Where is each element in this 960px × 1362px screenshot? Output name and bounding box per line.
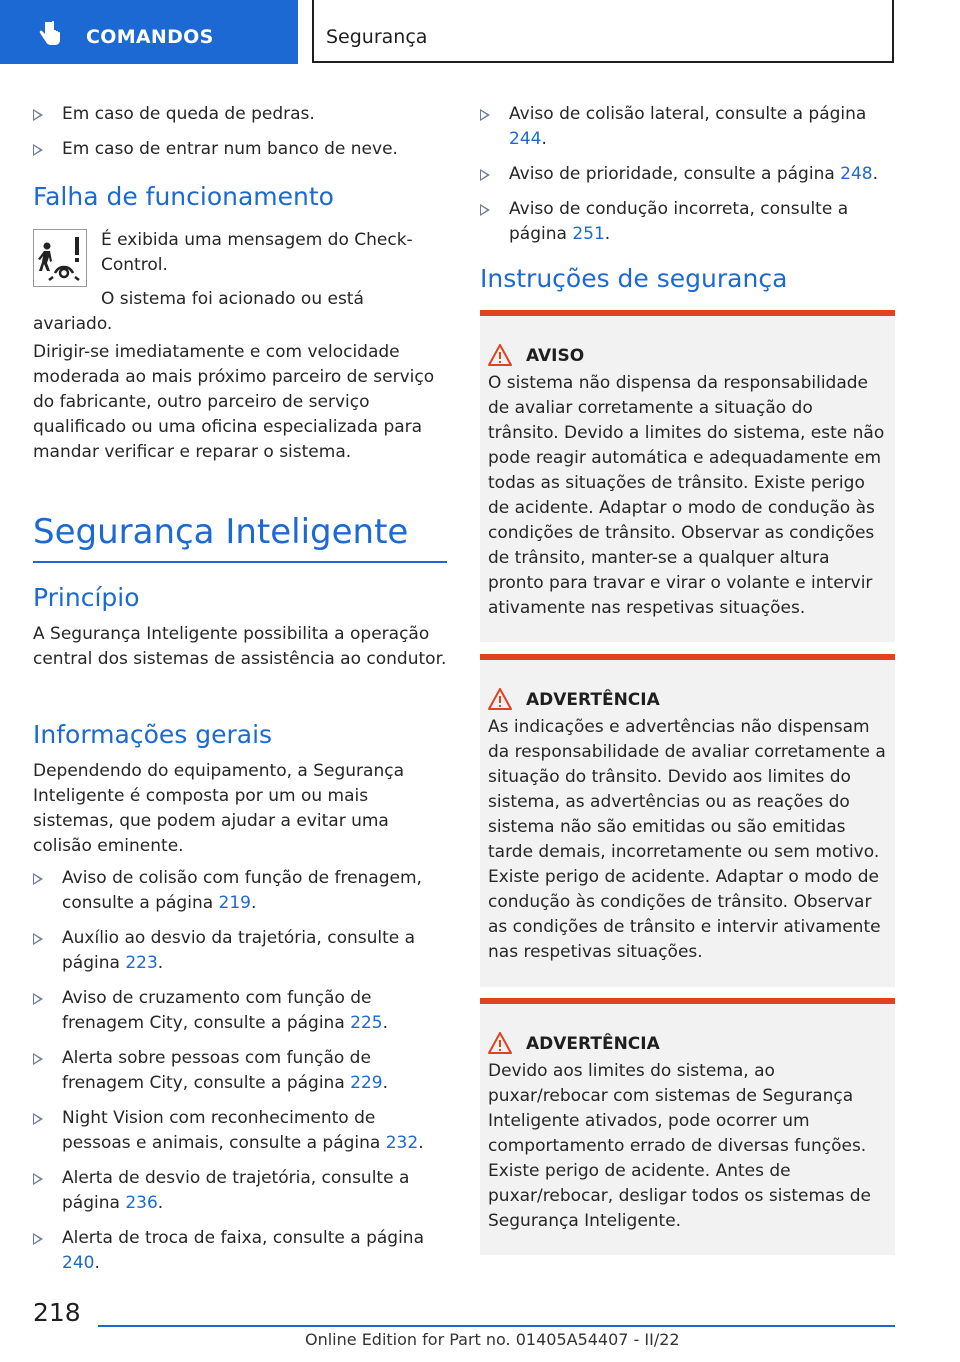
- warning-triangle-icon: [488, 1032, 512, 1054]
- page-link[interactable]: 244: [509, 129, 542, 149]
- page-link[interactable]: 248: [840, 164, 873, 184]
- hand-pointer-icon: [36, 20, 64, 48]
- triangle-bullet-icon: [33, 109, 43, 121]
- top-bullet-list: [33, 102, 447, 172]
- warning-title: AVISO: [526, 346, 585, 366]
- list-item: Aviso de prioridade, consulte a página 248.: [480, 162, 895, 187]
- general-info-heading: Informações gerais: [33, 720, 273, 749]
- page-link[interactable]: 232: [385, 1133, 419, 1153]
- page-link[interactable]: 240: [62, 1253, 95, 1273]
- list-item: Aviso de cruzamento com função de frenagem City, consulte a página 225.: [33, 986, 447, 1036]
- triangle-bullet-icon: [480, 109, 490, 121]
- malfunction-heading: Falha de funcionamento: [33, 182, 334, 211]
- list-item: Alerta de troca de faixa, consulte a página 240.: [33, 1226, 447, 1276]
- chapter-tab-label: COMANDOS: [86, 26, 214, 48]
- list-item: Auxílio ao desvio da trajetória, consulte a página 223.: [33, 926, 447, 976]
- list-item: Em caso de entrar num banco de neve.: [33, 137, 447, 162]
- page-link[interactable]: 223: [125, 953, 158, 973]
- list-item: Aviso de colisão lateral, consulte a página 244.: [480, 102, 895, 152]
- page-link[interactable]: 236: [125, 1193, 158, 1213]
- malfunction-status-text: O sistema foi acionado ou está avariado.: [33, 289, 364, 334]
- warning-body: O sistema não dispensa da responsabilidade de avaliar corretamente a situação do trânsito. Devido a limites do sistema, este não pode reagir automática e adequadamente em todas as situações de trânsito. Existe perigo de acidente. Adaptar o modo de condução às condições de trânsito. Observar as condições de trânsito, manter-se a qualquer altura pronto para travar e virar o volante e intervir ativamente nas respetivas situações.: [488, 373, 885, 618]
- warning-box-advertencia-1: [480, 654, 895, 987]
- malfunction-message-text: É exibida uma mensagem do Check-Control.: [101, 230, 413, 275]
- check-control-warning-icon: [33, 229, 87, 287]
- principle-text: A Segurança Inteligente possibilita a operação central dos sistemas de assistência ao condutor.: [33, 624, 447, 669]
- list-item: Night Vision com reconhecimento de pessoas e animais, consulte a página 232.: [33, 1106, 447, 1156]
- triangle-bullet-icon: [33, 993, 43, 1005]
- malfunction-instruction-text: Dirigir-se imediatamente e com velocidade moderada ao mais próximo parceiro de serviço do fabricante, outro parceiro de serviço qualificado ou uma oficina especializada para mandar verificar e reparar o sistema.: [33, 342, 435, 462]
- warning-body: As indicações e advertências não dispensam da responsabilidade de avaliar corretamente a situação do trânsito. Devido aos limites do sistema, as advertências ou as reações do sistema não são emitidas ou são emitidas tarde demais, incorretamente ou sem motivo. Existe perigo de acidente. Adaptar o modo de condução às condições de trânsito. Observar as condições de trânsito e intervir ativamente nas respetivas situações.: [488, 717, 886, 962]
- list-item: Em caso de queda de pedras.: [33, 102, 447, 127]
- page-link[interactable]: 251: [572, 224, 605, 244]
- warning-box-aviso: [480, 310, 895, 642]
- section-header: [312, 0, 894, 63]
- triangle-bullet-icon: [33, 1233, 43, 1245]
- main-heading: Segurança Inteligente: [33, 512, 409, 552]
- general-info-text: Dependendo do equipamento, a Segurança Inteligente é composta por um ou mais sistemas, que podem ajudar a evitar uma colisão eminente.: [33, 761, 404, 856]
- systems-list-left: [33, 866, 447, 1286]
- triangle-bullet-icon: [33, 1053, 43, 1065]
- warning-box-advertencia-2: [480, 998, 895, 1255]
- triangle-bullet-icon: [480, 204, 490, 216]
- footer-divider: [98, 1325, 895, 1327]
- triangle-bullet-icon: [480, 169, 490, 181]
- triangle-bullet-icon: [33, 873, 43, 885]
- triangle-bullet-icon: [33, 1173, 43, 1185]
- list-item: Alerta de desvio de trajetória, consulte a página 236.: [33, 1166, 447, 1216]
- heading-divider: [33, 561, 447, 563]
- warning-triangle-icon: [488, 688, 512, 710]
- chapter-tab[interactable]: [0, 0, 298, 64]
- page-link[interactable]: 229: [350, 1073, 383, 1093]
- triangle-bullet-icon: [33, 144, 43, 156]
- list-item: Alerta sobre pessoas com função de frenagem City, consulte a página 229.: [33, 1046, 447, 1096]
- list-item: Aviso de condução incorreta, consulte a página 251.: [480, 197, 895, 247]
- triangle-bullet-icon: [33, 933, 43, 945]
- list-item: Aviso de colisão com função de frenagem, consulte a página 219.: [33, 866, 447, 916]
- safety-heading: Instruções de segurança: [480, 264, 788, 293]
- principle-heading: Princípio: [33, 583, 140, 612]
- page-number: 218: [33, 1298, 81, 1327]
- warning-title: ADVERTÊNCIA: [526, 690, 660, 710]
- systems-list-right: [480, 102, 895, 257]
- warning-body: Devido aos limites do sistema, ao puxar/rebocar com sistemas de Segurança Inteligente ativados, pode ocorrer um comportamento errado de diversas funções. Existe perigo de acidente. Antes de puxar/rebocar, desligar todos os sistemas de Segurança Inteligente.: [488, 1061, 871, 1231]
- page-link[interactable]: 225: [350, 1013, 383, 1033]
- edition-footer: Online Edition for Part no. 01405A54407 - II/22: [305, 1330, 680, 1349]
- triangle-bullet-icon: [33, 1113, 43, 1125]
- warning-title: ADVERTÊNCIA: [526, 1034, 660, 1054]
- warning-triangle-icon: [488, 344, 512, 366]
- page-link[interactable]: 219: [218, 893, 251, 913]
- section-header-label: Segurança: [326, 26, 428, 48]
